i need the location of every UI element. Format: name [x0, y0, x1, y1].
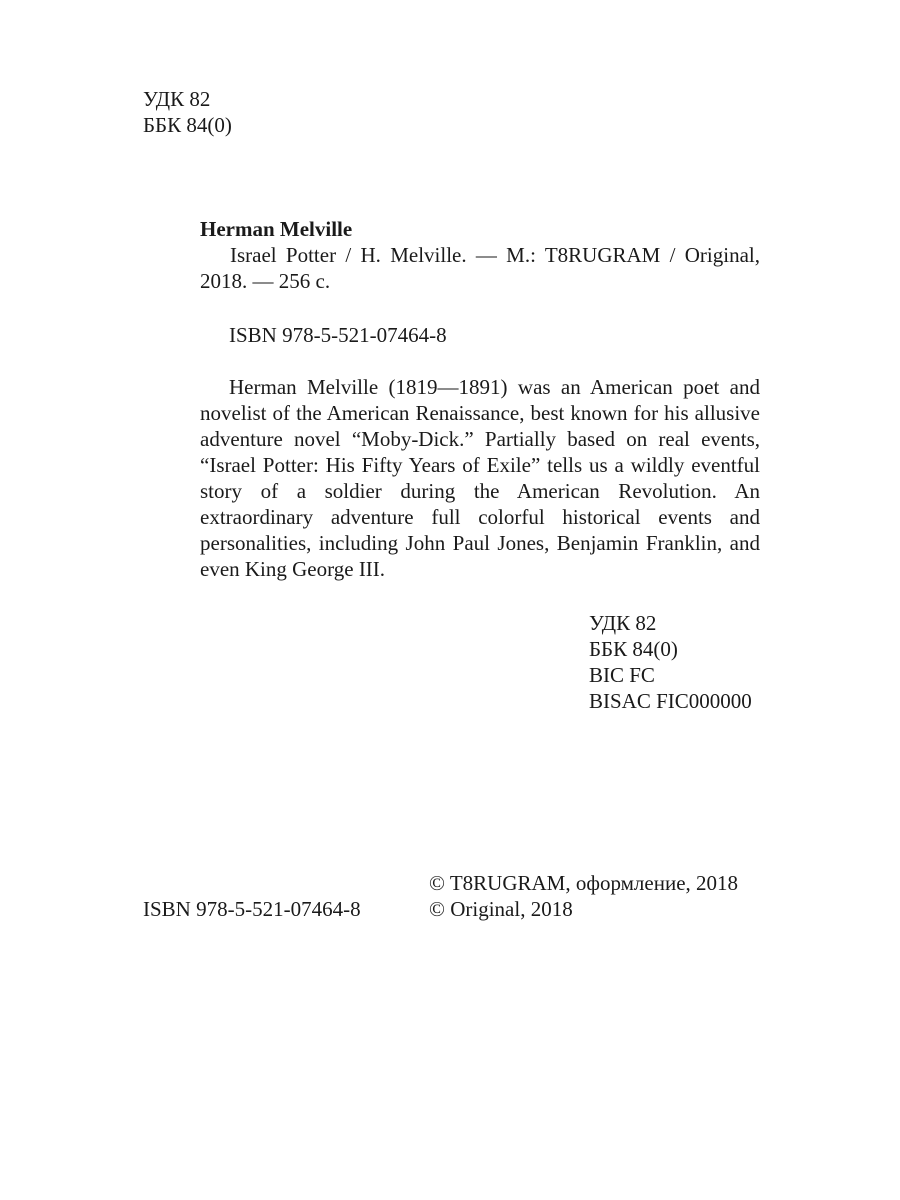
- bbk-code: ББК 84(0): [143, 113, 232, 137]
- bic-code: BIC FC: [589, 663, 655, 687]
- bbk-code-right: ББК 84(0): [589, 637, 678, 661]
- bottom-isbn: ISBN 978-5-521-07464-8: [143, 897, 361, 921]
- copyright-design: © T8RUGRAM, оформление, 2018: [429, 871, 739, 895]
- copyright-original: © Original, 2018: [429, 897, 573, 921]
- right-classification-codes: [589, 610, 752, 714]
- top-classification-codes: [143, 86, 232, 138]
- annotation-paragraph: Herman Melville (1819—1891) was an American poet and novelist of the American Renaissance, best known for his allusive adventure novel “Moby-Dick.” Partially based on real events, “Israel Potter: His Fifty Years of Exile” tells us a wildly eventful story of a soldier during the American Revolution. An extraordinary adventure full colorful historical events and personalities, including John Paul Jones, Benjamin Franklin, and even King George III.: [200, 375, 760, 581]
- isbn-line: ISBN 978-5-521-07464-8: [229, 323, 447, 347]
- udk-code-right: УДК 82: [589, 611, 657, 635]
- bisac-code: BISAC FIC000000: [589, 689, 752, 713]
- udk-code: УДК 82: [143, 87, 211, 111]
- copyright-block: [429, 870, 738, 922]
- bibliographic-entry: [200, 216, 760, 294]
- author-name: Herman Melville: [200, 217, 353, 241]
- bibliographic-reference: Israel Potter / H. Melville. — M.: T8RUGRAM / Original, 2018. — 256 с.: [200, 243, 760, 293]
